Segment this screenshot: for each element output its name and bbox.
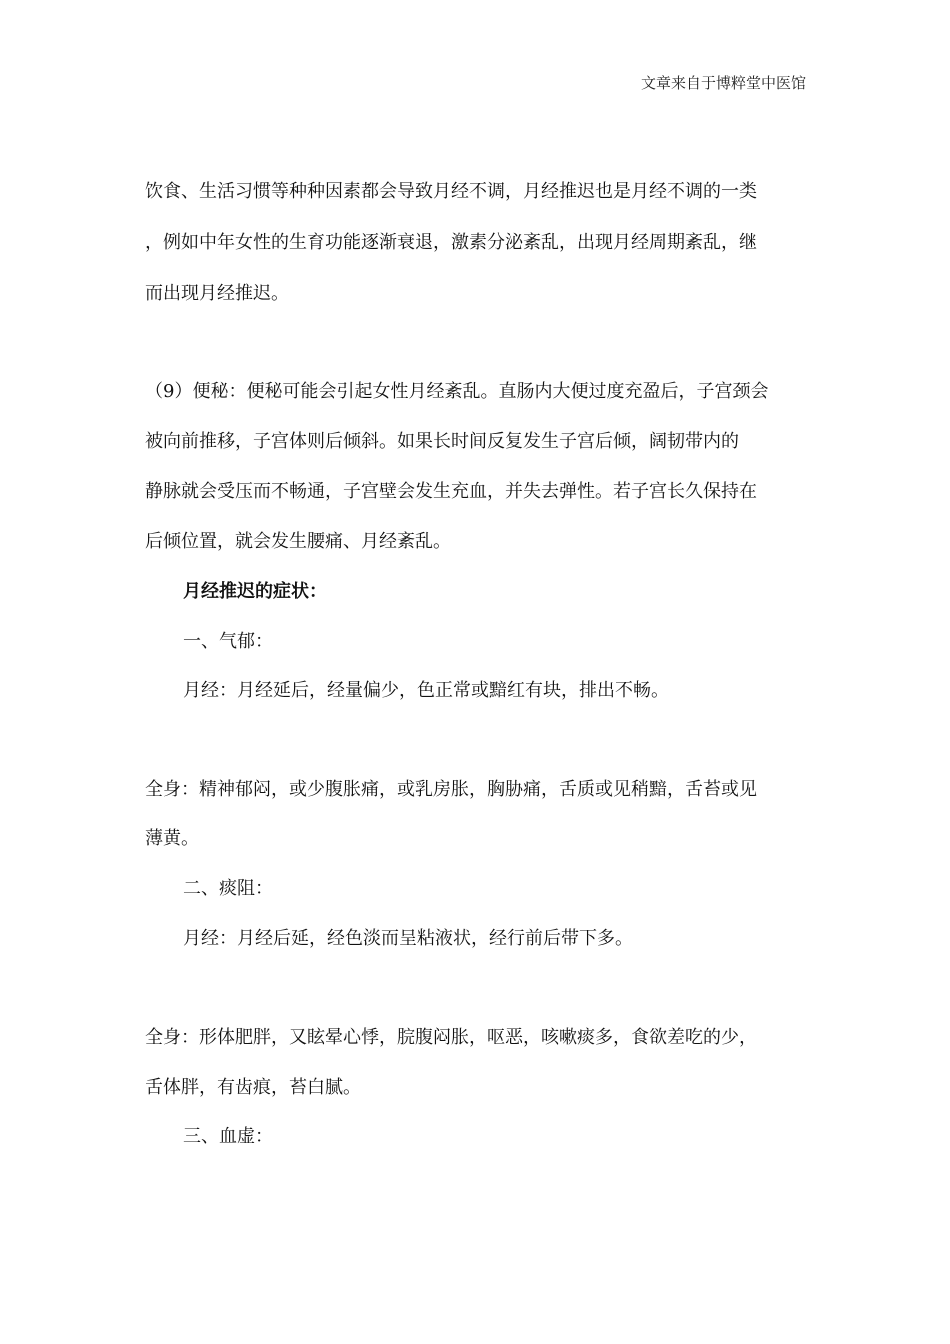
body-description: 舌体胖，有齿痕，苔白腻。 xyxy=(145,1077,361,1098)
paragraph-line: （9）便秘：便秘可能会引起女性月经紊乱。直肠内大便过度充盈后，子宫颈会 xyxy=(145,381,769,402)
body-description: 薄黄。 xyxy=(145,828,199,849)
section-title: 月经推迟的症状： xyxy=(183,581,327,602)
paragraph-line: ，例如中年女性的生育功能逐渐衰退，激素分泌紊乱，出现月经周期紊乱，继 xyxy=(145,232,757,253)
menses-description: 月经：月经后延，经色淡而呈粘液状，经行前后带下多。 xyxy=(183,928,633,949)
body-description: 全身：形体肥胖，又眩晕心悸，脘腹闷胀，呕恶，咳嗽痰多，食欲差吃的少， xyxy=(145,1027,757,1048)
subsection-heading: 三、血虚： xyxy=(183,1126,273,1147)
subsection-heading: 二、痰阻： xyxy=(183,878,273,899)
paragraph-line: 后倾位置，就会发生腰痛、月经紊乱。 xyxy=(145,531,451,552)
paragraph-line: 饮食、生活习惯等种种因素都会导致月经不调，月经推迟也是月经不调的一类 xyxy=(145,181,757,202)
paragraph-line: 而出现月经推迟。 xyxy=(145,283,289,304)
menses-description: 月经：月经延后，经量偏少，色正常或黯红有块，排出不畅。 xyxy=(183,680,669,701)
paragraph-line: 静脉就会受压而不畅通，子宫壁会发生充血，并失去弹性。若子宫长久保持在 xyxy=(145,481,757,502)
source-header: 文章来自于博粹堂中医馆 xyxy=(640,74,806,92)
subsection-heading: 一、气郁： xyxy=(183,631,273,652)
body-description: 全身：精神郁闷，或少腹胀痛，或乳房胀，胸胁痛，舌质或见稍黯，舌苔或见 xyxy=(145,779,757,800)
paragraph-line: 被向前推移，子宫体则后倾斜。如果长时间反复发生子宫后倾，阔韧带内的 xyxy=(145,431,739,452)
